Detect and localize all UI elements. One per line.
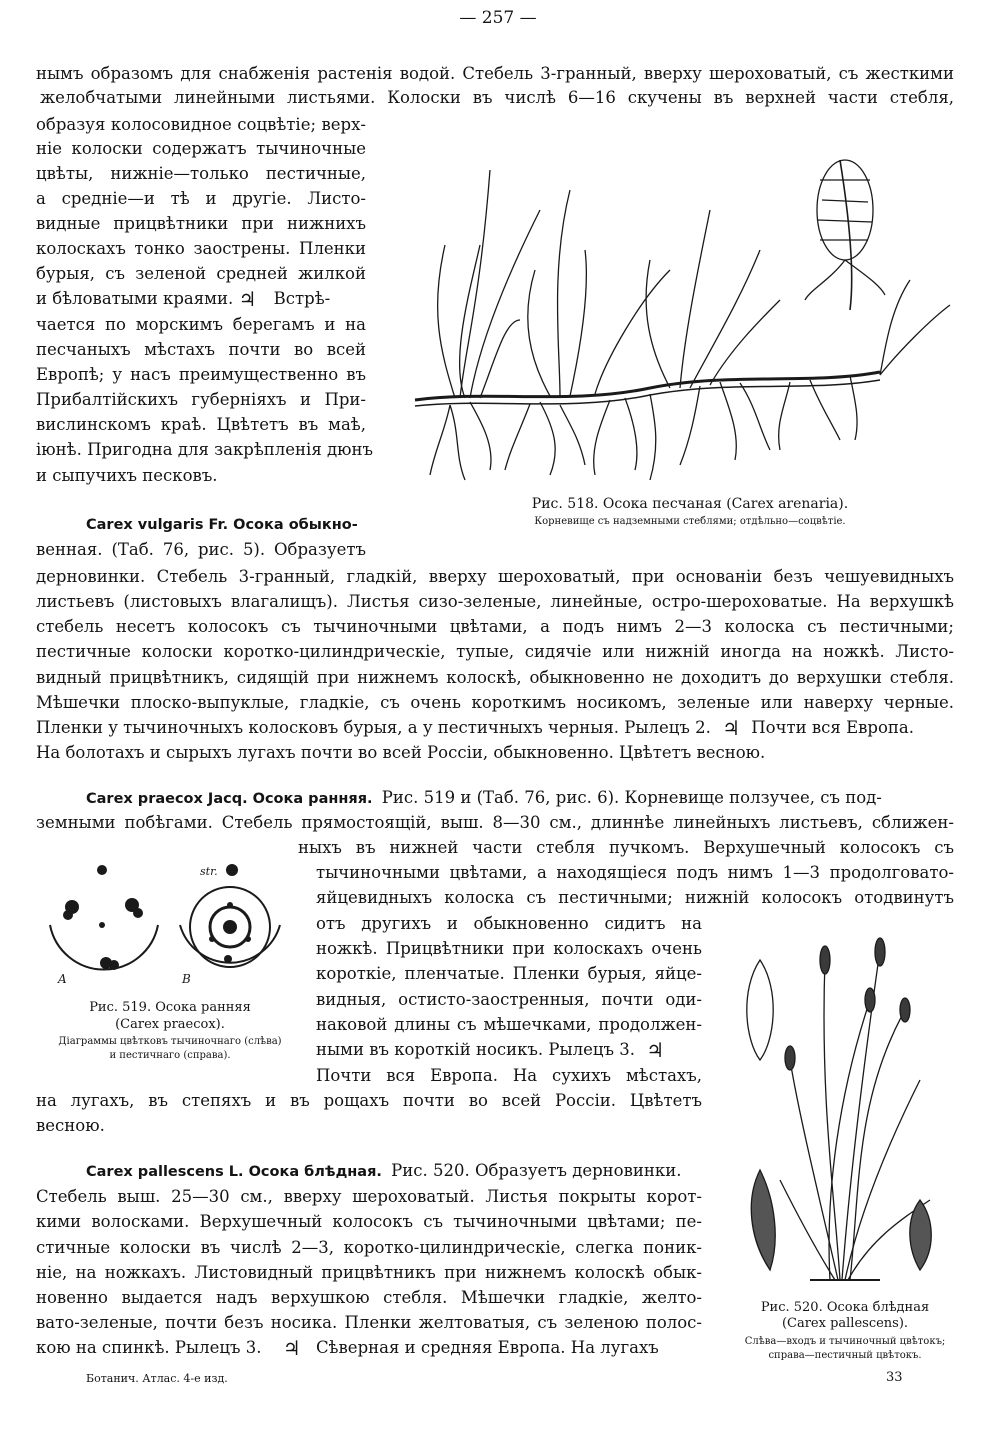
- text-fragment: Встрѣ-: [273, 289, 331, 308]
- pale-sedge-plant-drawing-icon: [730, 940, 960, 1285]
- flower-diagram-drawing-icon: [40, 855, 300, 990]
- text-line: образуя колосовидное соцвѣтіе; верх-: [36, 115, 366, 134]
- jupiter-symbol-icon: ♃: [282, 1336, 301, 1360]
- species-name: Carex vulgaris Fr. Осока обыкно-: [86, 517, 358, 533]
- text-fragment: ными въ короткій носикъ. Рылецъ 3.: [316, 1040, 635, 1059]
- text-line: Почти вся Европа. На сухихъ мѣстахъ,: [316, 1066, 702, 1085]
- species-name: Carex praecox Jacq. Осока ранняя.: [86, 791, 373, 807]
- text-line: дерновинки. Стебель 3-гранный, гладкій, вверху шероховатый, при основаніи безъ чешуевидныхъ: [36, 567, 954, 586]
- text-line: видныя, остисто-заостренныя, почти оди-: [316, 990, 702, 1009]
- jupiter-symbol-icon: ♃: [646, 1038, 665, 1062]
- text-fragment: Рис. 519 и (Таб. 76, рис. 6). Корневище ползучее, съ под-: [381, 788, 882, 807]
- figure-518-caption: Рис. 518. Осока песчаная (Carex arenaria).: [531, 496, 849, 512]
- figure-519-caption-latin: (Carex praecox).: [115, 1017, 225, 1032]
- footer-sheet-number: 33: [886, 1370, 903, 1385]
- diagram-label-str: str.: [200, 865, 218, 878]
- text-line-with-symbol: [36, 287, 330, 311]
- figure-519-subcaption: и пестичнаго (справа).: [109, 1050, 231, 1061]
- text-line: ніе колоски содержатъ тычиночные: [36, 139, 366, 158]
- text-line: Стебель выш. 25—30 см., вверху шероховатый. Листья покрыты корот-: [36, 1187, 702, 1206]
- text-fragment: Рис. 520. Образуетъ дерновинки.: [391, 1161, 682, 1180]
- text-line-with-symbol: [36, 1336, 702, 1360]
- figure-518-subcaption: Корневище съ надземными стеблями; отдѣльно—соцвѣтіе.: [534, 516, 846, 527]
- sand-sedge-plant-drawing-icon: [410, 150, 960, 490]
- text-line: видный прицвѣтникъ, сидящій при нижнемъ колоскѣ, обыкновенно не доходитъ до верхушки стебля.: [36, 668, 954, 687]
- text-line-with-symbol: [316, 1038, 664, 1062]
- text-line: бурыя, съ зеленой средней жилкой: [36, 264, 366, 283]
- species-name: Carex pallescens L. Осока блѣдная.: [86, 1164, 382, 1180]
- figure-520-caption: Рис. 520. Осока блѣдная: [760, 1300, 930, 1315]
- text-line: цвѣты, нижніе—только пестичные,: [36, 164, 366, 183]
- text-line: ножкѣ. Прицвѣтники при колоскахъ очень: [316, 939, 702, 958]
- text-line: и сыпучихъ песковъ.: [36, 466, 218, 485]
- text-fragment: Почти вся Европа.: [751, 718, 914, 737]
- text-line: песчаныхъ мѣстахъ почти во всей: [36, 340, 366, 359]
- figure-519-subcaption: Діаграммы цвѣтковъ тычиночнаго (слѣва): [58, 1036, 282, 1047]
- species-heading: [86, 786, 882, 811]
- text-fragment: Пленки у тычиночныхъ колосковъ бурыя, а у пестичныхъ черныя. Рылецъ 2.: [36, 718, 711, 737]
- text-line: вато-зеленые, почти безъ носика. Пленки желтоватыя, съ зеленою полос-: [36, 1313, 702, 1332]
- figure-519-caption: Рис. 519. Осока ранняя: [89, 1000, 251, 1015]
- text-line: видные прицвѣтники при нижнихъ: [36, 214, 366, 233]
- text-line: іюнѣ. Пригодна для закрѣпленія дюнъ: [36, 440, 373, 459]
- text-line: новенно выдается надъ верхушкою стебля. Мѣшечки гладкіе, желто-: [36, 1288, 702, 1307]
- text-line: на лугахъ, въ степяхъ и въ рощахъ почти во всей Россіи. Цвѣтетъ: [36, 1091, 702, 1110]
- text-line: пестичные колоски коротко-цилиндрическіе, тупые, сидячіе или нижній иногда на ножкѣ. Листо-: [36, 642, 954, 661]
- text-line: весною.: [36, 1116, 105, 1135]
- footer-book-title: Ботанич. Атлас. 4-е изд.: [86, 1372, 228, 1385]
- figure-520-subcaption: справа—пестичный цвѣтокъ.: [768, 1350, 922, 1361]
- page-number: — 257 —: [459, 8, 537, 28]
- text-line: яйцевидныхъ колоска съ пестичными; нижній колосокъ отодвинутъ: [316, 888, 954, 907]
- diagram-label-a: A: [58, 972, 67, 986]
- text-line: чается по морскимъ берегамъ и на: [36, 315, 366, 334]
- text-line: наковой длины съ мѣшечками, продолжен-: [316, 1015, 702, 1034]
- text-line: тычиночными цвѣтами, а находящіеся подъ нимъ 1—3 продолговато-: [316, 863, 954, 882]
- text-line: а средніе—и тѣ и другіе. Листо-: [36, 189, 366, 208]
- species-heading: [86, 1159, 681, 1184]
- text-fragment: и бѣловатыми краями.: [36, 289, 234, 308]
- text-line: стебель несетъ колосокъ съ тычиночными цвѣтами, а подъ нимъ 2—3 колоска съ пестичными;: [36, 617, 954, 636]
- text-line: Прибалтійскихъ губерніяхъ и При-: [36, 390, 366, 409]
- text-line: кими волосками. Верхушечный колосокъ съ тычиночными цвѣтами; пе-: [36, 1212, 702, 1231]
- text-line: Европѣ; у насъ преимущественно въ: [36, 365, 366, 384]
- text-line: На болотахъ и сырыхъ лугахъ почти во всей Россіи, обыкновенно. Цвѣтетъ весною.: [36, 743, 766, 762]
- jupiter-symbol-icon: ♃: [238, 287, 257, 311]
- text-line: нымъ образомъ для снабженія растенія водой. Стебель 3-гранный, вверху шероховатый, съ жесткими: [36, 64, 954, 83]
- text-fragment: кою на спинкѣ. Рылецъ 3.: [36, 1338, 262, 1357]
- text-line: стичные колоски въ числѣ 2—3, коротко-цилиндрическіе, слегка поник-: [36, 1238, 702, 1257]
- figure-520-subcaption: Слѣва—входъ и тычиночный цвѣтокъ;: [744, 1336, 946, 1347]
- text-line: ныхъ въ нижней части стебля пучкомъ. Верхушечный колосокъ съ: [298, 838, 954, 857]
- text-line: венная. (Таб. 76, рис. 5). Образуетъ: [36, 540, 366, 559]
- text-line: короткіе, пленчатые. Пленки бурыя, яйце-: [316, 964, 702, 983]
- text-line: листьевъ (листовыхъ влагалищъ). Листья сизо-зеленые, линейные, остро-шероховатые. На верхушкѣ: [36, 592, 954, 611]
- text-fragment: Сѣверная и средняя Европа. На лугахъ: [315, 1338, 659, 1357]
- jupiter-symbol-icon: ♃: [722, 716, 741, 740]
- text-line: Мѣшечки плоско-выпуклые, гладкіе, съ очень короткимъ носикомъ, зеленые или наверху черные.: [36, 693, 954, 712]
- figure-520-caption-latin: (Carex pallescens).: [781, 1316, 909, 1331]
- text-line: колоскахъ тонко заострены. Пленки: [36, 239, 366, 258]
- text-line: отъ другихъ и обыкновенно сидитъ на: [316, 914, 702, 933]
- text-line-with-symbol: [36, 716, 914, 740]
- text-line: вислинскомъ краѣ. Цвѣтетъ въ маѣ,: [36, 415, 366, 434]
- text-line: земными побѣгами. Стебель прямостоящій, выш. 8—30 см., длиннѣе линейныхъ листьевъ, сближен-: [36, 813, 954, 832]
- text-line: желобчатыми линейными листьями. Колоски въ числѣ 6—16 скучены въ верхней части стебля,: [40, 88, 954, 107]
- species-heading: [86, 512, 358, 537]
- text-line: ніе, на ножкахъ. Листовидный прицвѣтникъ при нижнемъ колоскѣ обык-: [36, 1263, 702, 1282]
- diagram-label-b: B: [182, 972, 191, 986]
